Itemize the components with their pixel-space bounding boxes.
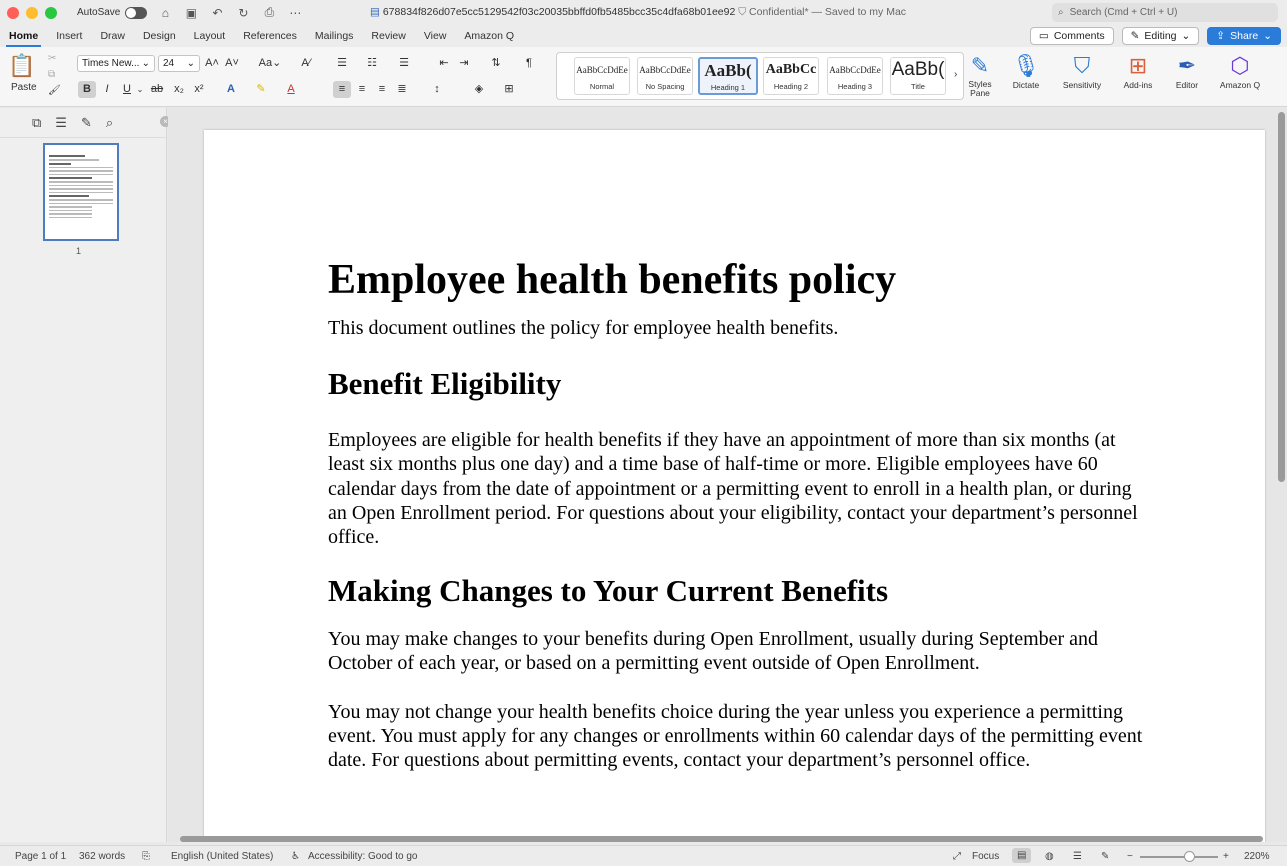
microphone-icon: 🎙 xyxy=(1012,53,1040,78)
zoom-slider[interactable] xyxy=(1140,856,1218,858)
chevron-right-icon[interactable]: › xyxy=(954,69,958,80)
style-normal[interactable] xyxy=(574,57,630,95)
cut-icon[interactable]: ✂ xyxy=(48,53,57,64)
pencil-icon: ✎ xyxy=(1130,30,1140,42)
editing-mode-button[interactable] xyxy=(1122,27,1200,45)
font-name-select[interactable] xyxy=(77,55,155,72)
tab-view[interactable]: View xyxy=(423,30,447,42)
font-name-value: Times New... xyxy=(82,58,140,69)
font-color-icon[interactable]: A xyxy=(287,83,295,95)
chevron-down-icon[interactable]: ⌄ xyxy=(136,85,144,94)
comments-button[interactable] xyxy=(1030,27,1114,45)
accessibility-icon: ♿ xyxy=(291,851,300,862)
style-title[interactable] xyxy=(890,57,946,95)
zoom-out-icon[interactable]: − xyxy=(1127,851,1133,862)
numbering-icon[interactable]: ☷ xyxy=(367,57,377,69)
print-layout-icon[interactable]: ▤ xyxy=(1012,848,1031,863)
highlight-icon[interactable]: ✎ xyxy=(256,83,266,95)
tab-design[interactable]: Design xyxy=(142,30,176,42)
underline-button[interactable]: U xyxy=(123,83,131,95)
save-icon[interactable]: ▣ xyxy=(185,5,198,20)
show-formatting-icon[interactable]: ¶ xyxy=(526,57,532,69)
changes-paragraph-1[interactable]: You may make changes to your benefits during Open Enrollment, usually during September and October of each year, or based on a permitting event outside of Open Enrollment. xyxy=(328,628,1099,675)
tab-amazon-q[interactable]: Amazon Q xyxy=(464,30,515,42)
search-icon: ⌕ xyxy=(1058,7,1064,18)
home-icon[interactable]: ⌂ xyxy=(161,5,169,20)
search-icon[interactable]: ⌕ xyxy=(105,114,114,130)
italic-button[interactable]: I xyxy=(105,83,109,95)
addins-label: Add-ins xyxy=(1123,80,1153,90)
focus-icon[interactable]: ⤢ xyxy=(953,851,961,862)
font-size-select[interactable] xyxy=(158,55,200,72)
tab-actions xyxy=(1030,27,1281,45)
navigation-pane xyxy=(0,108,167,842)
eligibility-heading[interactable]: Benefit Eligibility xyxy=(328,366,562,402)
accessibility-status[interactable]: Accessibility: Good to go xyxy=(308,851,418,862)
style-sample: AaBbCcDdEe xyxy=(639,65,691,75)
sensitivity-label: Sensitivity xyxy=(1062,80,1102,90)
ribbon-home xyxy=(0,47,1287,107)
chevron-down-icon: ⌄ xyxy=(141,58,150,69)
chevron-down-icon: ⌄ xyxy=(186,58,195,69)
addins-button[interactable] xyxy=(1112,52,1164,90)
document-canvas[interactable] xyxy=(168,108,1287,842)
search-placeholder: Search (Cmd + Ctrl + U) xyxy=(1069,7,1178,18)
document-body[interactable] xyxy=(328,256,1148,772)
paste-icon[interactable]: 📋 xyxy=(8,53,36,78)
style-no-spacing[interactable] xyxy=(637,57,693,95)
tab-home[interactable]: Home xyxy=(0,25,47,47)
page-thumbnail-number: 1 xyxy=(76,246,82,256)
proofing-icon[interactable]: ⎘ xyxy=(142,851,150,862)
tab-mailings[interactable]: Mailings xyxy=(314,30,354,42)
changes-paragraph-2[interactable]: You may not change your health benefits choice during the year unless you experience a permitting event. You must apply for any changes or enrollments within 60 calendar days of the permitting event date. For questions about permitting events, contact your department’s personnel office. xyxy=(328,700,1143,772)
close-icon[interactable]: × xyxy=(160,116,171,127)
share-label: Share xyxy=(1230,30,1259,42)
tab-layout[interactable]: Layout xyxy=(193,30,226,42)
style-sample: AaBb( xyxy=(704,61,752,80)
style-heading-3[interactable] xyxy=(827,57,883,95)
window-controls xyxy=(7,7,57,19)
share-icon: ⇪ xyxy=(1216,30,1226,42)
format-painter-icon[interactable]: 🖌 xyxy=(48,85,61,96)
chevron-down-icon: ⌄ xyxy=(1181,30,1191,42)
shield-icon: ⛉ xyxy=(738,6,747,18)
undo-icon[interactable]: ↶ xyxy=(212,5,223,20)
document-status[interactable]: Confidential* — Saved to my Mac xyxy=(749,6,907,18)
document-name: 678834f826d07e5cc5129542f03c20035bbffd0fb5485bcc35c4dfa68b01ee92 xyxy=(382,6,736,18)
horizontal-scrollbar[interactable] xyxy=(180,836,1263,842)
editor-label: Editor xyxy=(1175,80,1199,90)
page-count[interactable]: Page 1 of 1 xyxy=(15,851,67,862)
zoom-slider-handle[interactable] xyxy=(1184,851,1195,862)
changes-heading[interactable]: Making Changes to Your Current Benefits xyxy=(328,573,889,609)
style-heading-2[interactable] xyxy=(763,57,819,95)
comments-label: Comments xyxy=(1053,30,1105,42)
align-center-button[interactable]: ≡ xyxy=(358,83,366,95)
autosave-toggle[interactable] xyxy=(125,7,147,19)
addins-icon: ⊞ xyxy=(1128,53,1148,78)
sort-icon[interactable]: ⇅ xyxy=(491,57,501,69)
styles-gallery xyxy=(556,52,964,100)
multilevel-list-icon[interactable]: ☰ xyxy=(399,57,409,69)
page-thumbnail[interactable] xyxy=(43,143,119,241)
eligibility-paragraph[interactable]: Employees are eligible for health benefits if they have an appointment of more than six months (at least six months plus one day) and a time base of half-time or more. Eligible employees have 60 calendar days from the date of appointment or a permitting event to enroll in a health plan, or during an Open Enrollment period. For questions about your eligibility, contact your department’s personnel office. xyxy=(328,429,1138,549)
clear-formatting-icon[interactable]: A⁄ xyxy=(301,57,311,69)
style-name: Heading 3 xyxy=(837,82,873,91)
amazon-q-button[interactable] xyxy=(1214,52,1266,90)
bold-button[interactable]: B xyxy=(78,81,96,98)
tab-references[interactable]: References xyxy=(243,30,297,42)
status-bar xyxy=(0,845,1287,866)
align-left-button[interactable]: ≡ xyxy=(333,81,351,98)
more-icon[interactable]: ⋯ xyxy=(289,5,302,20)
autosave-label: AutoSave xyxy=(77,7,121,18)
dictate-label: Dictate xyxy=(1012,80,1040,90)
language-status[interactable]: English (United States) xyxy=(171,851,274,862)
focus-button[interactable]: Focus xyxy=(972,851,1000,862)
navigation-tools xyxy=(0,108,166,138)
word-doc-icon: ▤ xyxy=(370,6,380,18)
align-right-button[interactable]: ≡ xyxy=(378,83,386,95)
styles-pane-button[interactable] xyxy=(954,52,1006,98)
tab-insert[interactable]: Insert xyxy=(56,30,83,42)
style-sample: AaBbCcDdEe xyxy=(829,65,881,75)
style-name: Heading 1 xyxy=(710,83,746,92)
decrease-indent-icon[interactable]: ⇤ xyxy=(439,57,449,69)
title-bar xyxy=(0,0,1287,25)
borders-icon[interactable]: ⊞ xyxy=(504,83,514,95)
increase-indent-icon[interactable]: ⇥ xyxy=(459,57,469,69)
document-title xyxy=(370,6,906,19)
line-spacing-icon[interactable]: ↕ xyxy=(434,83,440,95)
style-name: Title xyxy=(911,82,925,91)
amazon-q-icon: ⬡ xyxy=(1230,53,1250,78)
close-window-button[interactable] xyxy=(7,7,19,19)
editor-button[interactable] xyxy=(1161,52,1213,90)
paste-label[interactable]: Paste xyxy=(11,82,37,93)
vertical-scrollbar[interactable] xyxy=(1278,112,1285,482)
zoom-level[interactable]: 220% xyxy=(1244,851,1270,862)
subscript-button[interactable]: x₂ xyxy=(174,83,184,95)
strikethrough-button[interactable]: ab xyxy=(150,83,164,95)
chevron-down-icon: ⌄ xyxy=(1263,30,1272,42)
copy-icon[interactable]: ⧉ xyxy=(48,69,56,80)
tab-review[interactable]: Review xyxy=(371,30,406,42)
change-case-icon[interactable]: Aa⌄ xyxy=(258,57,282,69)
search-box[interactable] xyxy=(1052,3,1278,22)
comment-icon: ▭ xyxy=(1038,30,1049,42)
style-name: Normal xyxy=(589,82,615,91)
sensitivity-icon: ⛉ xyxy=(1073,53,1091,78)
intro-paragraph[interactable]: This document outlines the policy for employee health benefits. xyxy=(328,317,839,339)
font-size-value: 24 xyxy=(163,58,175,69)
style-sample: AaBbCc xyxy=(765,62,817,77)
web-layout-icon[interactable]: ◍ xyxy=(1045,851,1054,862)
shading-icon[interactable]: ◈ xyxy=(474,83,484,95)
text-effects-icon[interactable]: A xyxy=(227,83,235,95)
shrink-font-icon[interactable]: A˅ xyxy=(225,57,239,69)
draft-view-icon[interactable]: ✎ xyxy=(1101,851,1110,862)
document-title-heading[interactable]: Employee health benefits policy xyxy=(328,257,897,303)
zoom-in-icon[interactable]: + xyxy=(1223,851,1229,862)
outline-view-icon[interactable]: ☰ xyxy=(1073,851,1082,862)
minimize-window-button[interactable] xyxy=(26,7,38,19)
style-name: Heading 2 xyxy=(773,82,809,91)
document-page[interactable] xyxy=(204,130,1265,842)
word-count[interactable]: 362 words xyxy=(79,851,126,862)
share-button[interactable] xyxy=(1207,27,1281,45)
edit-review-icon[interactable]: ✎ xyxy=(80,114,92,130)
print-icon[interactable]: ⎙ xyxy=(264,5,275,19)
dictate-button[interactable] xyxy=(1000,52,1052,90)
style-heading-1[interactable] xyxy=(698,57,758,95)
ribbon-tabs xyxy=(0,25,1287,47)
bullets-icon[interactable]: ☰ xyxy=(337,57,347,69)
superscript-button[interactable]: x² xyxy=(194,83,204,95)
amazon-q-label: Amazon Q xyxy=(1219,80,1261,90)
redo-icon[interactable]: ↻ xyxy=(238,5,249,20)
sensitivity-button[interactable] xyxy=(1056,52,1108,90)
editing-label: Editing xyxy=(1144,30,1177,42)
grow-font-icon[interactable]: A˄ xyxy=(205,57,219,69)
style-sample: AaBb( xyxy=(891,59,945,80)
styles-pane-icon: ✎ xyxy=(970,53,990,78)
zoom-window-button[interactable] xyxy=(45,7,57,19)
style-sample: AaBbCcDdEe xyxy=(576,65,628,75)
thumbnails-icon[interactable]: ⧉ xyxy=(32,114,42,130)
editor-icon: ✒ xyxy=(1177,53,1197,78)
outline-icon[interactable]: ☰ xyxy=(55,114,67,130)
style-name: No Spacing xyxy=(645,82,685,91)
tab-draw[interactable]: Draw xyxy=(100,30,125,42)
styles-pane-label: Styles Pane xyxy=(968,79,992,98)
justify-button[interactable]: ≣ xyxy=(397,83,407,95)
